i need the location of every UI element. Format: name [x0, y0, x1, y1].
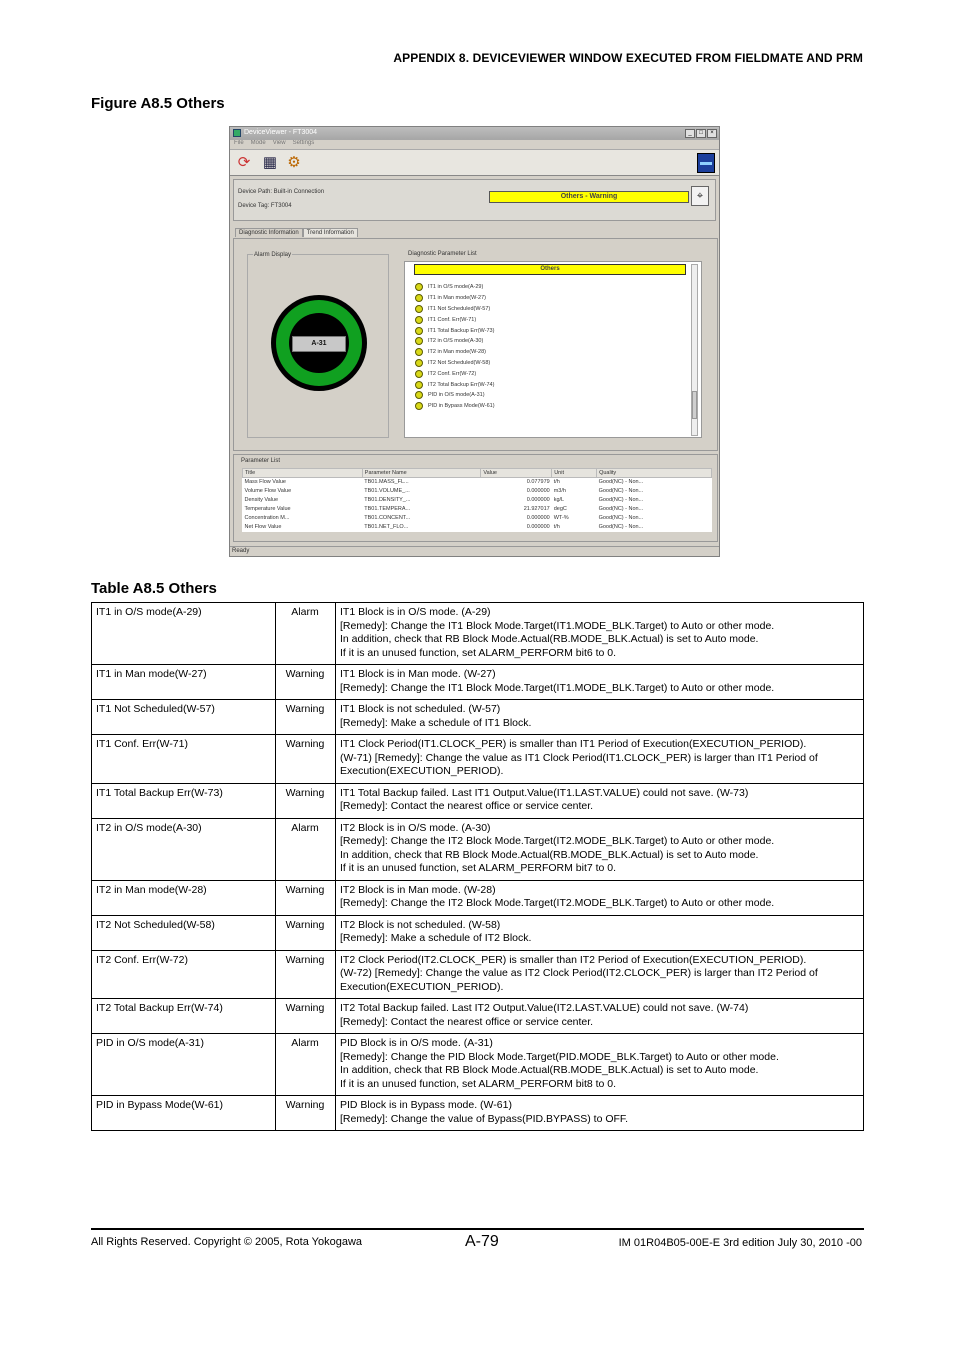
table-row — [92, 950, 864, 999]
status-dot-icon — [415, 370, 423, 378]
alarm-description — [336, 1096, 864, 1131]
description-line: IT2 Block is not scheduled. (W-58) — [340, 918, 501, 931]
param-cell: Good(NC) - Non... — [598, 479, 644, 486]
param-cell: TB01.VOLUME_... — [364, 488, 410, 494]
table-row — [92, 735, 864, 784]
diag-list-header: Others — [414, 264, 686, 275]
diag-item-label: IT2 in Man mode(W-28) — [428, 349, 486, 356]
diag-item-label: IT2 Conf. Err(W-72) — [428, 370, 477, 377]
menu-settings[interactable]: Settings — [292, 140, 315, 146]
diag-list-label: Diagnostic Parameter List — [408, 251, 477, 257]
alarm-display — [247, 254, 389, 438]
description-line: Execution(EXECUTION_PERIOD). — [340, 765, 504, 777]
alarm-type: Warning — [276, 999, 336, 1034]
param-cell: Mass Flow Value — [244, 479, 286, 486]
description-line: [Remedy]: Change the IT2 Block Mode.Target(IT2.MODE_BLK.Target) to Auto or other mode. — [340, 897, 775, 909]
alarm-name: IT1 Conf. Err(W-71) — [92, 735, 276, 784]
param-cell: degC — [553, 506, 567, 512]
tab-strip — [235, 228, 358, 237]
diag-item[interactable] — [415, 368, 495, 379]
description-line: [Remedy]: Change the value of Bypass(PID.BYPASS) to OFF. — [340, 1112, 629, 1125]
description-line: If it is an unused function, set ALARM_PERFORM bit7 to 0. — [340, 862, 617, 874]
table-row — [92, 818, 864, 880]
footer-doc-id: IM 01R04B05-00E-E 3rd edition July 30, 2010 -00 — [618, 1237, 862, 1249]
parameter-list-pane — [233, 454, 718, 542]
diag-item-label: IT2 in O/S mode(A-30) — [428, 338, 484, 345]
description-line: [Remedy]: Contact the nearest office or service center. — [340, 800, 594, 812]
status-dot-icon — [415, 402, 423, 410]
page-header: APPENDIX 8. DEVICEVIEWER WINDOW EXECUTED FROM FIELDMATE AND PRM — [393, 51, 863, 65]
diag-item-label: IT2 Total Backup Err(W-74) — [428, 381, 495, 388]
param-cell: TB01.NET_FLO... — [364, 524, 409, 530]
alarm-description — [336, 700, 864, 735]
description-line: IT1 Clock Period(IT1.CLOCK_PER) is smaller than IT1 Period of Execution(EXECUTION_PERIOD). — [340, 738, 807, 750]
description-line: IT1 Block is in O/S mode. (A-29) — [340, 606, 491, 618]
param-cell: m3/h — [553, 488, 566, 494]
param-column-header[interactable]: Parameter Name — [362, 469, 481, 478]
status-dot-icon — [415, 305, 423, 313]
description-line: IT2 Clock Period(IT2.CLOCK_PER) is smaller than IT2 Period of Execution(EXECUTION_PERIOD). — [340, 953, 807, 966]
description-line: IT2 Total Backup failed. Last IT2 Output.Value(IT2.LAST.VALUE) could not save. (W-74) — [340, 1002, 749, 1014]
description-line: If it is an unused function, set ALARM_PERFORM bit6 to 0. — [340, 646, 617, 659]
table-row — [92, 1096, 864, 1131]
device-tag: Device Tag: FT3004 — [238, 203, 292, 209]
deviceviewer-window — [229, 126, 720, 557]
alarm-description — [336, 880, 864, 915]
diag-item[interactable] — [415, 304, 495, 315]
alarm-type: Alarm — [276, 603, 336, 665]
description-line: If it is an unused function, set ALARM_PERFORM bit8 to 0. — [340, 1077, 617, 1090]
alarm-type: Warning — [276, 950, 336, 999]
diag-item-label: PID in Bypass Mode(W-61) — [428, 403, 495, 410]
alarm-type: Warning — [276, 700, 336, 735]
description-line: IT2 Block is in Man mode. (W-28) — [340, 883, 496, 896]
alarm-description — [336, 603, 864, 665]
diag-item[interactable] — [415, 347, 495, 358]
menu-view[interactable]: View — [272, 140, 286, 146]
diag-item[interactable] — [415, 325, 495, 336]
diag-item[interactable] — [415, 379, 495, 390]
table-row — [92, 915, 864, 950]
description-line: In addition, check that RB Block Mode.Actual(RB.MODE_BLK.Actual) is set to Auto mode. — [340, 848, 759, 861]
alarm-name: IT2 in Man mode(W-28) — [92, 880, 276, 915]
description-line: [Remedy]: Contact the nearest office or service center. — [340, 1015, 594, 1028]
param-row[interactable] — [243, 505, 712, 514]
description-line: Execution(EXECUTION_PERIOD). — [340, 980, 504, 993]
table-row — [92, 783, 864, 818]
status-dot-icon — [415, 316, 423, 324]
alarm-description — [336, 818, 864, 880]
alarm-type: Alarm — [276, 818, 336, 880]
param-cell: 0.077979 — [526, 479, 550, 486]
diag-item[interactable] — [415, 282, 495, 293]
diag-item[interactable] — [415, 390, 495, 401]
alarm-indicator — [271, 295, 367, 391]
pin-icon[interactable]: ⌖ — [691, 186, 709, 206]
param-cell: Good(NC) - Non... — [598, 488, 644, 494]
param-row[interactable] — [243, 523, 712, 532]
param-cell: TB01.TEMPERA... — [364, 506, 411, 512]
menu-bar — [230, 140, 719, 149]
alarm-type: Warning — [276, 915, 336, 950]
param-cell: t/h — [553, 479, 560, 486]
diag-item-label: PID in O/S mode(A-31) — [428, 392, 485, 399]
param-cell: WT-% — [553, 515, 569, 521]
status-dot-icon — [415, 294, 423, 302]
alarm-name: IT1 in Man mode(W-27) — [92, 665, 276, 700]
table-row — [92, 665, 864, 700]
param-cell: Good(NC) - Non... — [598, 506, 644, 512]
alarm-description — [336, 1034, 864, 1096]
param-cell: TB01.CONCENT... — [364, 515, 411, 521]
window-controls — [685, 129, 717, 138]
table-row — [92, 999, 864, 1034]
scroll-thumb[interactable] — [692, 391, 697, 419]
alarm-type: Warning — [276, 880, 336, 915]
description-line: IT1 Block is not scheduled. (W-57) — [340, 703, 501, 715]
diag-item-label: IT1 Not Scheduled(W-57) — [428, 305, 491, 312]
description-line: [Remedy]: Change the IT2 Block Mode.Target(IT2.MODE_BLK.Target) to Auto or other mode. — [340, 835, 775, 847]
settings-icon[interactable]: ⚙ — [287, 154, 301, 171]
param-column-header[interactable]: Quality — [597, 469, 712, 478]
diag-item-label: IT1 Conf. Err(W-71) — [428, 316, 477, 323]
param-cell: 0.000000 — [526, 524, 550, 530]
param-column-header[interactable]: Title — [243, 469, 363, 478]
diag-item[interactable] — [415, 293, 495, 304]
param-row[interactable] — [243, 487, 712, 496]
alarm-description — [336, 735, 864, 784]
description-line: [Remedy]: Change the IT1 Block Mode.Target(IT1.MODE_BLK.Target) to Auto or other mode. — [340, 619, 775, 632]
close-icon[interactable]: × — [707, 129, 717, 138]
param-cell: TB01.DENSITY_... — [364, 497, 411, 503]
app-icon — [233, 129, 241, 137]
table-row — [92, 1034, 864, 1096]
diag-parameter-list — [404, 261, 702, 438]
param-cell: 0.000000 — [526, 515, 550, 521]
param-cell: 21.927017 — [523, 506, 550, 512]
status-dot-icon — [415, 381, 423, 389]
alarm-type: Warning — [276, 735, 336, 784]
alarm-description — [336, 999, 864, 1034]
diag-item[interactable] — [415, 336, 495, 347]
diag-item-label: IT1 Total Backup Err(W-73) — [428, 327, 495, 334]
menu-mode[interactable]: Mode — [250, 140, 266, 146]
alarm-name: IT1 in O/S mode(A-29) — [92, 603, 276, 665]
page-number: A-79 — [465, 1233, 499, 1250]
description-line: In addition, check that RB Block Mode.Actual(RB.MODE_BLK.Actual) is set to Auto mode. — [340, 633, 759, 645]
param-cell: Density Value — [244, 497, 279, 503]
alarm-name: IT2 in O/S mode(A-30) — [92, 818, 276, 880]
status-dot-icon — [415, 348, 423, 356]
device-path: Device Path: Built-in Connection — [238, 189, 325, 195]
parameter-table — [242, 468, 712, 532]
alarm-table — [91, 602, 864, 1131]
param-column-header[interactable]: Value — [481, 469, 552, 478]
alarm-name: PID in O/S mode(A-31) — [92, 1034, 276, 1096]
status-bar: Ready — [230, 546, 719, 556]
description-line: PID Block is in O/S mode. (A-31) — [340, 1037, 493, 1049]
alarm-name: IT2 Not Scheduled(W-58) — [92, 915, 276, 950]
footer-rule — [91, 1228, 864, 1230]
status-dot-icon — [415, 359, 423, 367]
param-list-label: Parameter List — [241, 458, 281, 464]
diag-item-label: IT1 in Man mode(W-27) — [428, 295, 486, 302]
table-row — [92, 603, 864, 665]
param-row[interactable] — [243, 478, 712, 487]
status-dot-icon — [415, 283, 423, 291]
param-cell: Concentration M... — [244, 515, 290, 521]
diag-item-label: IT2 Not Scheduled(W-58) — [428, 359, 491, 366]
help-icon[interactable] — [697, 153, 715, 173]
alarm-type: Warning — [276, 783, 336, 818]
alarm-type: Warning — [276, 1096, 336, 1131]
param-cell: TB01.MASS_FL... — [364, 479, 409, 486]
alarm-description — [336, 665, 864, 700]
menu-file[interactable]: File — [234, 140, 244, 146]
diag-item[interactable] — [415, 358, 495, 369]
description-line: [Remedy]: Change the PID Block Mode.Target(PID.MODE_BLK.Target) to Auto or other mode. — [340, 1050, 779, 1063]
window-titlebar — [230, 127, 719, 140]
param-cell: 0.000000 — [526, 497, 550, 503]
alarm-name: IT1 Not Scheduled(W-57) — [92, 700, 276, 735]
table-row — [92, 700, 864, 735]
description-line: IT2 Block is in O/S mode. (A-30) — [340, 821, 491, 834]
toolbar — [230, 149, 719, 176]
param-column-header[interactable]: Unit — [552, 469, 597, 478]
param-cell: kg/L — [553, 497, 565, 503]
description-line: IT1 Block is in Man mode. (W-27) — [340, 668, 496, 680]
param-cell: 0.000000 — [526, 488, 550, 494]
alarm-name: IT2 Conf. Err(W-72) — [92, 950, 276, 999]
description-line: (W-72) [Remedy]: Change the value as IT2 Clock Period(IT2.CLOCK_PER) is larger than IT2 Period of — [340, 967, 818, 979]
param-cell: t/h — [553, 524, 560, 530]
calendar-icon[interactable]: ▦ — [262, 154, 278, 171]
tab-diagnostic-information[interactable]: Diagnostic Information — [235, 228, 303, 237]
alarm-code: A-31 — [292, 336, 346, 352]
diag-list-scrollbar[interactable] — [691, 264, 698, 436]
diag-item[interactable] — [415, 401, 495, 412]
figure-title: Figure A8.5 Others — [91, 95, 225, 112]
table-title: Table A8.5 Others — [91, 580, 217, 597]
device-info-pane — [233, 179, 716, 221]
alarm-type: Warning — [276, 665, 336, 700]
param-cell: Good(NC) - Non... — [598, 515, 644, 521]
param-cell: Net Flow Value — [244, 524, 282, 530]
description-line: [Remedy]: Change the IT1 Block Mode.Target(IT1.MODE_BLK.Target) to Auto or other mode. — [340, 681, 775, 694]
alarm-name: IT2 Total Backup Err(W-74) — [92, 999, 276, 1034]
alarm-name: IT1 Total Backup Err(W-73) — [92, 783, 276, 818]
description-line: [Remedy]: Make a schedule of IT1 Block. — [340, 716, 532, 729]
status-dot-icon — [415, 327, 423, 335]
alarm-name: PID in Bypass Mode(W-61) — [92, 1096, 276, 1131]
param-cell: Volume Flow Value — [244, 488, 292, 494]
status-dot-icon — [415, 391, 423, 399]
param-cell: Good(NC) - Non... — [598, 524, 644, 530]
alarm-type: Alarm — [276, 1034, 336, 1096]
alarm-description — [336, 950, 864, 999]
table-row — [92, 880, 864, 915]
status-badge: Others - Warning — [489, 191, 689, 203]
description-line: [Remedy]: Make a schedule of IT2 Block. — [340, 932, 532, 944]
alarm-display-label: Alarm Display — [254, 252, 292, 258]
refresh-icon[interactable]: ⟳ — [237, 154, 251, 171]
diag-items — [415, 282, 495, 412]
description-line: PID Block is in Bypass mode. (W-61) — [340, 1099, 512, 1111]
description-line: (W-71) [Remedy]: Change the value as IT1 Clock Period(IT1.CLOCK_PER) is larger than IT1 Period of — [340, 751, 818, 764]
diag-item-label: IT1 in O/S mode(A-29) — [428, 284, 484, 291]
description-line: In addition, check that RB Block Mode.Actual(RB.MODE_BLK.Actual) is set to Auto mode. — [340, 1064, 759, 1076]
alarm-description — [336, 783, 864, 818]
param-cell: Temperature Value — [244, 506, 291, 512]
alarm-description — [336, 915, 864, 950]
param-row[interactable] — [243, 514, 712, 523]
param-cell: Good(NC) - Non... — [598, 497, 644, 503]
status-dot-icon — [415, 337, 423, 345]
window-title: DeviceViewer - FT3004 — [244, 129, 318, 136]
diag-item[interactable] — [415, 314, 495, 325]
tab-trend-information[interactable]: Trend Information — [303, 228, 358, 237]
diagnostic-pane — [233, 238, 718, 451]
description-line: IT1 Total Backup failed. Last IT1 Output.Value(IT1.LAST.VALUE) could not save. (W-73) — [340, 786, 749, 799]
param-row[interactable] — [243, 496, 712, 505]
minimize-icon[interactable]: _ — [685, 129, 695, 138]
maximize-icon[interactable]: □ — [696, 129, 706, 138]
footer-copyright: All Rights Reserved. Copyright © 2005, Rota Yokogawa — [91, 1236, 363, 1248]
